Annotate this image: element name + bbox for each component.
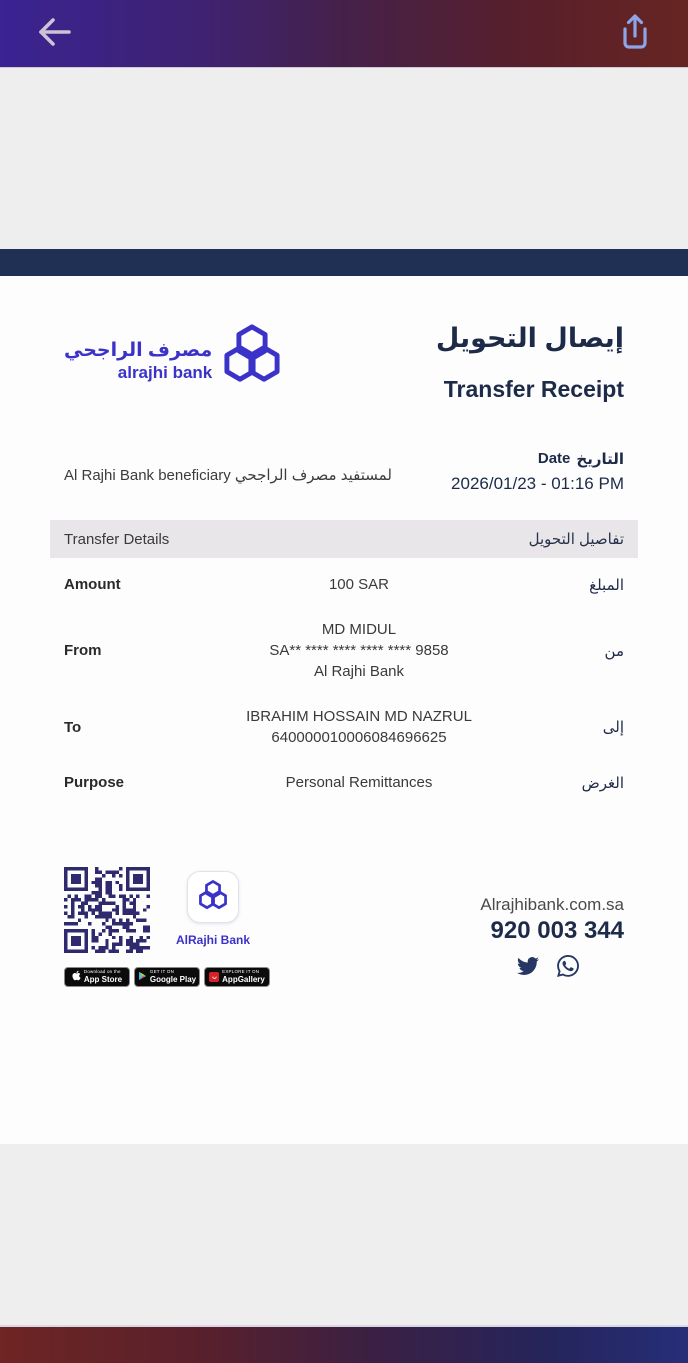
appgallery-icon (209, 972, 219, 982)
receipt-subheader (64, 450, 624, 494)
transfer-details-rows (64, 562, 624, 805)
bank-website: Alrajhibank.com.sa (480, 895, 624, 914)
row-label-arabic: المبلغ (589, 576, 624, 594)
row-label-arabic: من (604, 642, 624, 660)
sender-bank: Al Rajhi Bank (313, 663, 405, 680)
footer-contact (480, 895, 624, 987)
bank-phone-number: 920 003 344 (490, 917, 624, 944)
back-button[interactable] (30, 11, 76, 57)
date-block (451, 450, 624, 494)
row-label: Purpose (64, 774, 125, 791)
receipt-header (64, 304, 624, 406)
badge-store-name: App Store (83, 974, 123, 984)
receipt-card (0, 276, 688, 1144)
row-label: From (64, 642, 102, 659)
background-gap-top (0, 68, 688, 249)
alrajhi-app-icon (187, 871, 239, 923)
purpose-row (64, 760, 624, 805)
bank-name-arabic: مصرف الراجحي (64, 339, 213, 361)
sender-iban-masked: SA** **** **** **** **** 9858 (269, 642, 449, 659)
row-label: To (64, 718, 82, 736)
date-value: 2026/01/23 - 01:16 PM (451, 474, 624, 493)
row-label: Amount (64, 576, 121, 593)
transfer-details-label-en: Transfer Details (64, 530, 170, 548)
receipt-title-arabic: إيصال التحويل (435, 323, 624, 353)
badge-store-name: Google Play (149, 974, 197, 984)
bank-name-english: alrajhi bank (117, 362, 213, 382)
share-button[interactable] (612, 11, 658, 57)
back-arrow-icon (33, 15, 73, 52)
store-badges (64, 967, 270, 987)
background-gap-bottom (0, 1144, 688, 1325)
twitter-icon[interactable] (517, 955, 539, 982)
to-value (184, 706, 534, 748)
row-label-arabic: الغرض (581, 774, 624, 792)
whatsapp-icon[interactable] (557, 955, 579, 982)
amount-row (64, 562, 624, 607)
transfer-details-label-ar: تفاصيل التحويل (528, 531, 624, 548)
badge-tagline: EXPLORE IT ON (222, 969, 260, 975)
qr-code (64, 867, 150, 953)
beneficiary-account: 640000010006084696625 (271, 729, 447, 746)
amount-value: 100 SAR (328, 576, 390, 593)
bank-logo-text (64, 339, 212, 383)
badge-tagline: GET IT ON (149, 969, 175, 975)
purpose-value: Personal Remittances (285, 774, 433, 791)
google-play-icon (138, 968, 147, 986)
from-row (64, 607, 624, 694)
receipt-top-strip (0, 249, 688, 276)
badge-tagline: Download on the (83, 969, 121, 975)
share-icon (618, 12, 652, 55)
badge-store-name: AppGallery (222, 974, 265, 984)
google-play-badge[interactable] (134, 967, 200, 987)
receipt-title-english: Transfer Receipt (443, 376, 624, 402)
footer-left (64, 867, 270, 987)
beneficiary-line: Al Rajhi Bank beneficiary لمستفيد مصرف الراجحي (64, 467, 392, 484)
app-store-badge[interactable] (64, 967, 130, 987)
receipt-titles (436, 304, 624, 406)
apple-icon (72, 968, 81, 986)
to-row (64, 694, 624, 760)
date-label-english: Date (537, 450, 571, 467)
appgallery-badge[interactable] (204, 967, 270, 987)
social-icons (480, 955, 624, 982)
date-label (451, 450, 624, 468)
alrajhi-trefoil-logo-icon (222, 322, 282, 399)
bottom-gradient-bar (0, 1325, 688, 1363)
transfer-details-header (50, 520, 638, 558)
beneficiary-name: IBRAHIM HOSSAIN MD NAZRUL (246, 708, 472, 725)
sender-name: MD MIDUL (321, 621, 397, 638)
from-value (184, 619, 534, 682)
receipt-footer (64, 867, 624, 987)
row-label-arabic: إلى (602, 719, 624, 736)
app-name-label: AlRajhi Bank (176, 933, 251, 947)
date-label-arabic: التاريخ (576, 451, 624, 468)
app-icon-block (176, 871, 250, 947)
bank-logo (64, 322, 282, 399)
top-app-bar (0, 0, 688, 68)
